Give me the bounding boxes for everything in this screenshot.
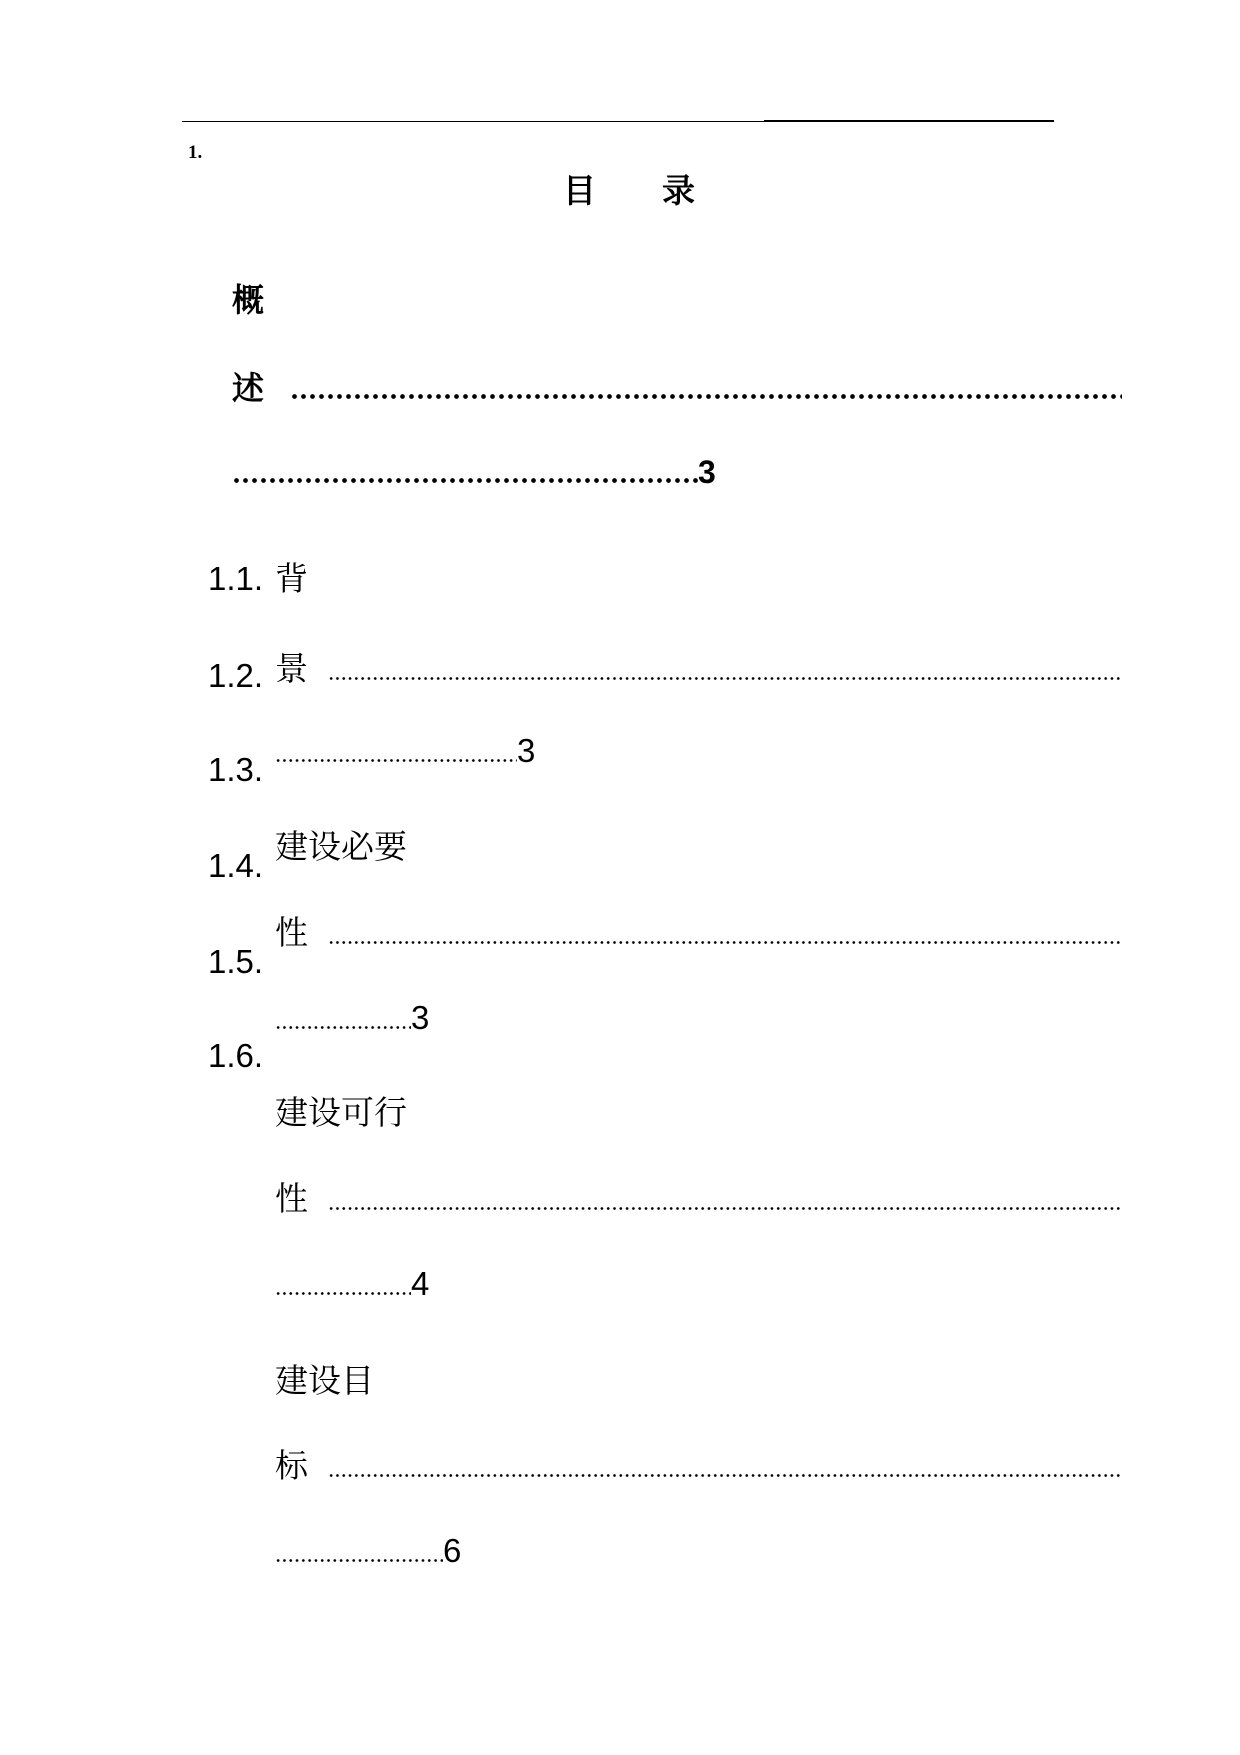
toc-entry-title: 概 bbox=[232, 282, 265, 318]
toc-entry-line bbox=[275, 916, 1122, 949]
toc-entry-line bbox=[275, 1267, 429, 1300]
dot-leader bbox=[328, 677, 1122, 680]
toc-entry-title: 景 bbox=[275, 650, 308, 687]
toc-entry-line bbox=[275, 1534, 461, 1567]
toc-page-number: 6 bbox=[443, 1532, 462, 1569]
dot-leader bbox=[275, 759, 517, 762]
dot-leader bbox=[275, 1559, 443, 1562]
dot-leader bbox=[275, 1026, 411, 1029]
toc-entry-line bbox=[275, 1182, 1122, 1215]
toc-item-number: 1.1. bbox=[208, 560, 264, 597]
toc-entry-line bbox=[275, 1001, 429, 1034]
toc-entry-line bbox=[275, 1449, 1122, 1482]
toc-page-number: 3 bbox=[698, 454, 716, 490]
toc-entry-line bbox=[275, 652, 1122, 685]
dot-leader bbox=[328, 1207, 1122, 1210]
dot-leader bbox=[290, 394, 1122, 399]
dot-leader bbox=[275, 1292, 411, 1295]
toc-entry-title: 建设可行 bbox=[275, 1094, 407, 1131]
toc-item-number: 1.6. bbox=[208, 1037, 264, 1074]
toc-entry-line bbox=[275, 562, 308, 595]
toc-entry-line bbox=[232, 372, 1122, 404]
toc-entry-line bbox=[275, 830, 407, 863]
toc-item-number: 1.2. bbox=[208, 657, 264, 694]
toc-entry-title: 背 bbox=[275, 560, 308, 597]
toc-item-number: 1.4. bbox=[208, 847, 264, 884]
toc-entry-title: 性 bbox=[275, 1180, 308, 1217]
toc-entry-title: 建设目 bbox=[275, 1362, 374, 1399]
toc-entry-line bbox=[232, 456, 716, 488]
toc-entry-line bbox=[275, 734, 535, 767]
toc-item-number: 1.5. bbox=[208, 943, 264, 980]
toc-entry-line bbox=[275, 1096, 407, 1129]
toc-entry-line bbox=[232, 284, 264, 316]
toc-entry-title: 标 bbox=[275, 1447, 308, 1484]
toc-title: 目 录 bbox=[563, 172, 695, 209]
dot-leader bbox=[232, 478, 698, 483]
toc-entry-line bbox=[275, 1364, 374, 1397]
toc-entry-title: 建设必要 bbox=[275, 828, 407, 865]
toc-entry-title: 述 bbox=[232, 370, 265, 406]
toc-page-number: 3 bbox=[411, 999, 430, 1036]
header-rule bbox=[182, 121, 764, 122]
toc-page-number: 4 bbox=[411, 1265, 430, 1302]
header-rule-thick bbox=[764, 120, 1054, 122]
dot-leader bbox=[328, 941, 1122, 944]
toc-page-number: 3 bbox=[517, 732, 536, 769]
toc-item-number: 1.3. bbox=[208, 751, 264, 788]
toc-section-number: 1. bbox=[188, 142, 203, 163]
toc-entry-title: 性 bbox=[275, 914, 308, 951]
dot-leader bbox=[328, 1474, 1122, 1477]
